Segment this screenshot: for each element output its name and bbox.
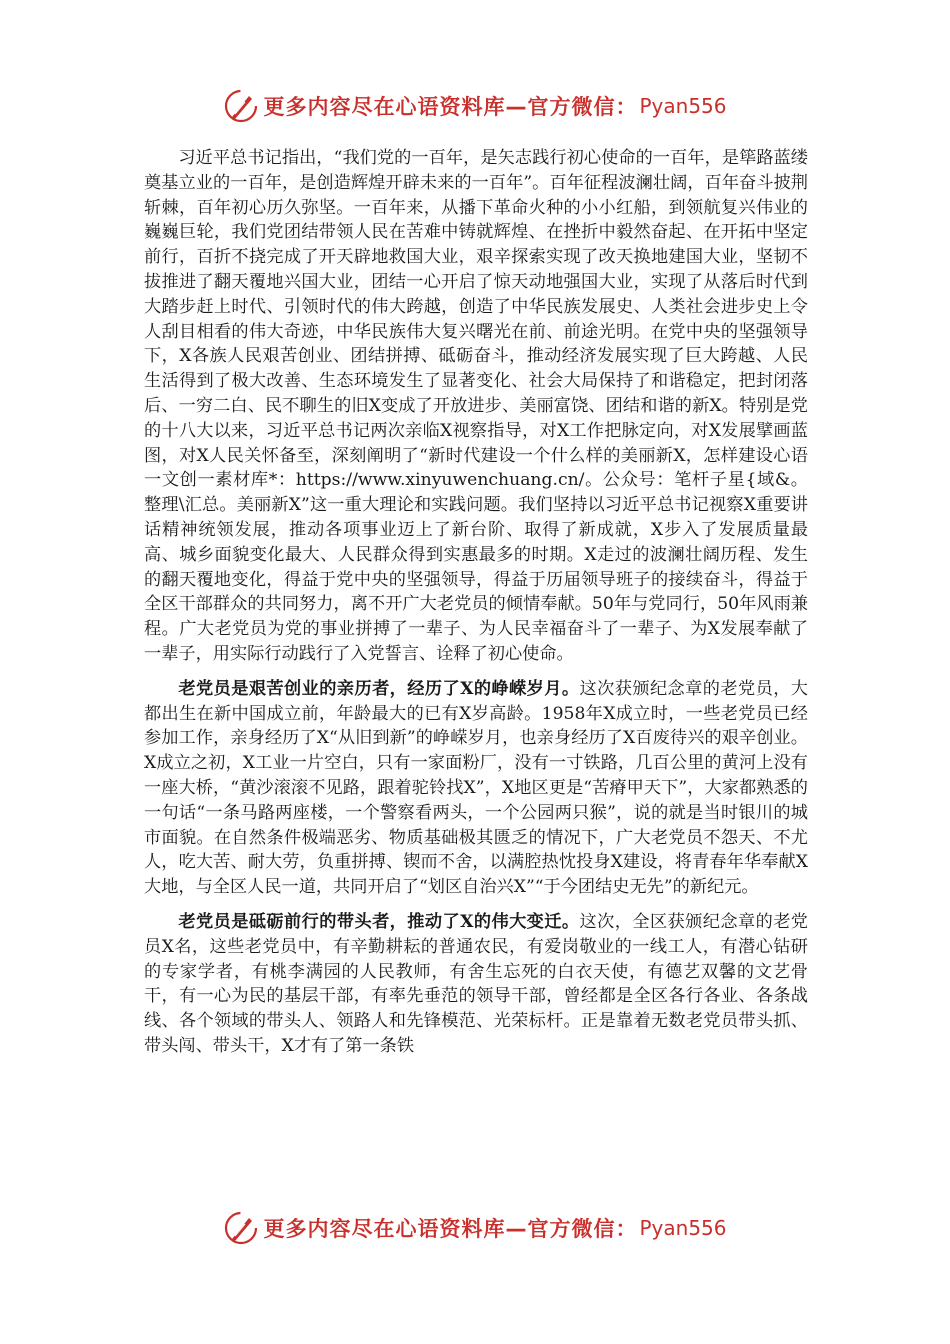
watermark-wechat-id: Pyan556	[639, 94, 727, 118]
paragraph-veterans-leaders	[144, 910, 808, 1059]
document-body	[144, 146, 808, 1069]
paragraph-lead-heading: 老党员是艰苦创业的亲历者，经历了X的峥嵘岁月。	[178, 678, 580, 699]
watermark-wechat-id: Pyan556	[639, 1216, 727, 1240]
paragraph-intro	[144, 146, 808, 667]
quill-logo-icon	[223, 1210, 259, 1246]
watermark-text: 更多内容尽在心语资料库—官方微信：	[263, 95, 638, 119]
watermark-footer	[0, 1208, 950, 1248]
paragraph-lead-heading: 老党员是砥砺前行的带头者，推动了X的伟大变迁。	[178, 911, 580, 932]
paragraph-text: 这次，全区获颁纪念章的老党员X名，这些老党员中，有辛勤耕耘的普通农民，有爱岗敬业的一线工人，有潜心钻研的专家学者，有桃李满园的人民教师，有舍生忘死的白衣天使，有德艺双馨的文艺骨干，有一心为民的基层干部，有率先垂范的领导干部，曾经都是全区各行各业、各条战线、各个领域的带头人、领路人和先锋模范、光荣标杆。正是靠着无数老党员带头抓、带头闯、带头干，X才有了第一条铁	[144, 911, 808, 1056]
paragraph-text: 这次获颁纪念章的老党员，大都出生在新中国成立前，年龄最大的已有X岁高龄。1958年X成立时，一些老党员已经参加工作，亲身经历了X“从旧到新”的峥嵘岁月，也亲身经历了X百废待兴的艰辛创业。X成立之初，X工业一片空白，只有一家面粉厂，没有一寸铁路，几百公里的黄河上没有一座大桥，“黄沙滚滚不见路，跟着驼铃找X”，X地区更是“苦瘠甲天下”，大家都熟悉的一句话“一条马路两座楼，一个警察看两头，一个公园两只猴”，说的就是当时银川的城市面貌。在自然条件极端恶劣、物质基础极其匮乏的情况下，广大老党员不怨天、不尤人，吃大苦、耐大劳，负重拼搏、锲而不舍，以满腔热忱投身X建设，将青春年华奉献X大地，与全区人民一道，共同开启了“划区自治兴X”“于今团结史无先”的新纪元。	[144, 678, 808, 898]
watermark-text: 更多内容尽在心语资料库—官方微信：	[263, 1217, 638, 1241]
quill-logo-icon	[223, 88, 259, 124]
paragraph-veterans-pioneers	[144, 677, 808, 900]
paragraph-text: 习近平总书记指出，“我们党的一百年，是矢志践行初心使命的一百年，是筚路蓝缕奠基立业的一百年，是创造辉煌开辟未来的一百年”。百年征程波澜壮阔，百年奋斗披荆斩棘，百年初心历久弥坚。一百年来，从播下革命火种的小小红船，到领航复兴伟业的巍巍巨轮，我们党团结带领人民在苦难中铸就辉煌、在挫折中毅然奋起、在开拓中坚定前行，百折不挠完成了开天辟地救国大业，艰辛探索实现了改天换地建国大业，坚韧不拔推进了翻天覆地兴国大业，团结一心开启了惊天动地强国大业，实现了从落后时代到大踏步赶上时代、引领时代的伟大跨越，创造了中华民族发展史、人类社会进步史上令人刮目相看的伟大奇迹，中华民族伟大复兴曙光在前、前途光明。在党中央的坚强领导下，X各族人民艰苦创业、团结拼搏、砥砺奋斗，推动经济发展实现了巨大跨越、人民生活得到了极大改善、生态环境发生了显著变化、社会大局保持了和谐稳定，把封闭落后、一穷二白、民不聊生的旧X变成了开放进步、美丽富饶、团结和谐的新X。特别是党的十八大以来，习近平总书记两次亲临X视察指导，对X工作把脉定向，对X发展擘画蓝图，对X人民关怀备至，深刻阐明了“新时代建设一个什么样的美丽新X，怎样建设心语一文创一素材库*：https://www.xinyuwenchuang.cn/。公众号：笔杆子星{域&。整理\汇总。美丽新X”这一重大理论和实践问题。我们坚持以习近平总书记视察X重要讲话精神统领发展，推动各项事业迈上了新台阶、取得了新成就，X步入了发展质量最高、城乡面貌变化最大、人民群众得到实惠最多的时期。X走过的波澜壮阔历程、发生的翻天覆地变化，得益于党中央的坚强领导，得益于历届领导班子的接续奋斗，得益于全区干部群众的共同努力，离不开广大老党员的倾情奉献。50年与党同行，50年风雨兼程。广大老党员为党的事业拼搏了一辈子、为人民幸福奋斗了一辈子、为X发展奉献了一辈子，用实际行动践行了入党誓言、诠释了初心使命。	[144, 148, 808, 664]
watermark-header	[0, 86, 950, 126]
